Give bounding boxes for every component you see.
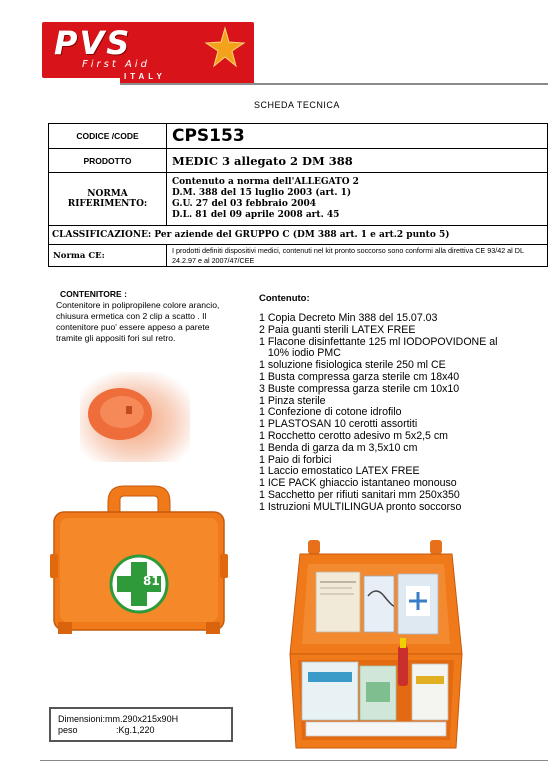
ce-text: I prodotti definiti dispositivi medici, contenuti nel kit pronto soccorso sono conformi alla direttiva CE 93/42 al DL 24.2.97 e al 2007/47/CEE	[167, 245, 548, 267]
norma-line: G.U. 27 del 03 febbraio 2004	[172, 199, 317, 209]
list-item: 1 Sacchetto per rifiuti sanitari mm 250x350	[259, 488, 460, 501]
list-item: 1 Copia Decreto Min 388 del 15.07.03	[259, 312, 438, 324]
list-item: 1 ICE PACK ghiaccio istantaneo monouso	[259, 477, 457, 490]
contents-list	[259, 313, 548, 514]
dimensions-value: mm.290x215x90H	[105, 714, 179, 724]
table-row	[49, 149, 548, 173]
list-item: 1 Benda di garza da m 3,5x10 cm	[259, 441, 418, 454]
norma-line: Contenuto a norma dell'ALLEGATO 2	[172, 177, 359, 187]
logo-subtitle: First Aid	[82, 59, 150, 70]
spec-table	[48, 123, 548, 267]
logo-brand: PVS	[54, 24, 132, 62]
document-title: SCHEDA TECNICA	[254, 100, 340, 110]
star-icon	[204, 26, 246, 68]
list-item: 1 Rocchetto cerotto adesivo m 5x2,5 cm	[259, 429, 449, 442]
list-item: 1 Flacone disinfettante 125 ml IODOPOVIDONE al	[259, 335, 498, 348]
dimensions-box	[49, 707, 233, 742]
norma-label	[49, 173, 167, 226]
table-row	[49, 245, 548, 267]
norma-label-line: NORMA	[87, 189, 128, 199]
logo-country: ITALY	[120, 71, 254, 83]
table-row	[49, 124, 548, 149]
footer-divider	[40, 760, 548, 761]
table-row	[49, 226, 548, 245]
table-row	[49, 173, 548, 226]
contents-title: Contenuto:	[259, 293, 310, 304]
norma-line: D.M. 388 del 15 luglio 2003 (art. 1)	[172, 188, 352, 198]
ce-label: Norma CE:	[49, 245, 167, 267]
open-case-image	[286, 536, 466, 756]
classification: CLASSIFICAZIONE: Per aziende del GRUPPO C (DM 388 art. 1 e art.2 punto 5)	[49, 226, 548, 245]
list-item: 1 PLASTOSAN 10 cerotti assortiti	[259, 418, 418, 431]
product-value: MEDIC 3 allegato 2 DM 388	[167, 149, 548, 173]
company-logo	[42, 22, 254, 78]
list-item: 1 Paio di forbici	[259, 453, 332, 466]
list-item: 1 Pinza sterile	[259, 394, 326, 407]
list-item: 1 Laccio emostatico LATEX FREE	[259, 465, 420, 478]
weight-label: peso	[58, 725, 78, 735]
dimensions-label: Dimensioni:	[58, 714, 106, 724]
dimensions-row	[58, 714, 231, 725]
list-item: 10% iodio PMC	[259, 347, 341, 360]
list-item: 2 Paia guanti sterili LATEX FREE	[259, 323, 416, 336]
product-label: PRODOTTO	[49, 149, 167, 173]
code-value: CPS153	[167, 124, 548, 149]
list-item: 1 Istruzioni MULTILINGUA pronto soccorso	[259, 500, 462, 513]
weight-value: :Kg.1,220	[116, 725, 155, 735]
list-item: 1 Busta compressa garza sterile cm 18x40	[259, 370, 460, 383]
norma-label-line: RIFERIMENTO:	[67, 199, 148, 209]
list-item: 1 Confezione di cotone idrofilo	[259, 406, 402, 419]
container-title: CONTENITORE :	[60, 289, 127, 299]
norma-value	[167, 173, 548, 226]
closed-case-image	[50, 482, 228, 638]
container-description: Contenitore in polipropilene colore arancio, chiusura ermetica con 2 clip a scatto . Il contenitore puo' essere appeso a parete tramite gli appositi fori sul retro.	[56, 300, 220, 343]
list-item: 1 soluzione fisiologica sterile 250 ml CE	[259, 359, 446, 372]
list-item: 3 Buste compressa garza sterile cm 10x10	[259, 382, 460, 395]
weight-row	[58, 725, 231, 736]
case-badge-number: 81	[143, 574, 160, 588]
code-label: CODICE /CODE	[49, 124, 167, 149]
header-divider	[120, 83, 548, 85]
norma-line: D.L. 81 del 09 aprile 2008 art. 45	[172, 210, 340, 220]
clip-closeup-image	[80, 372, 190, 462]
